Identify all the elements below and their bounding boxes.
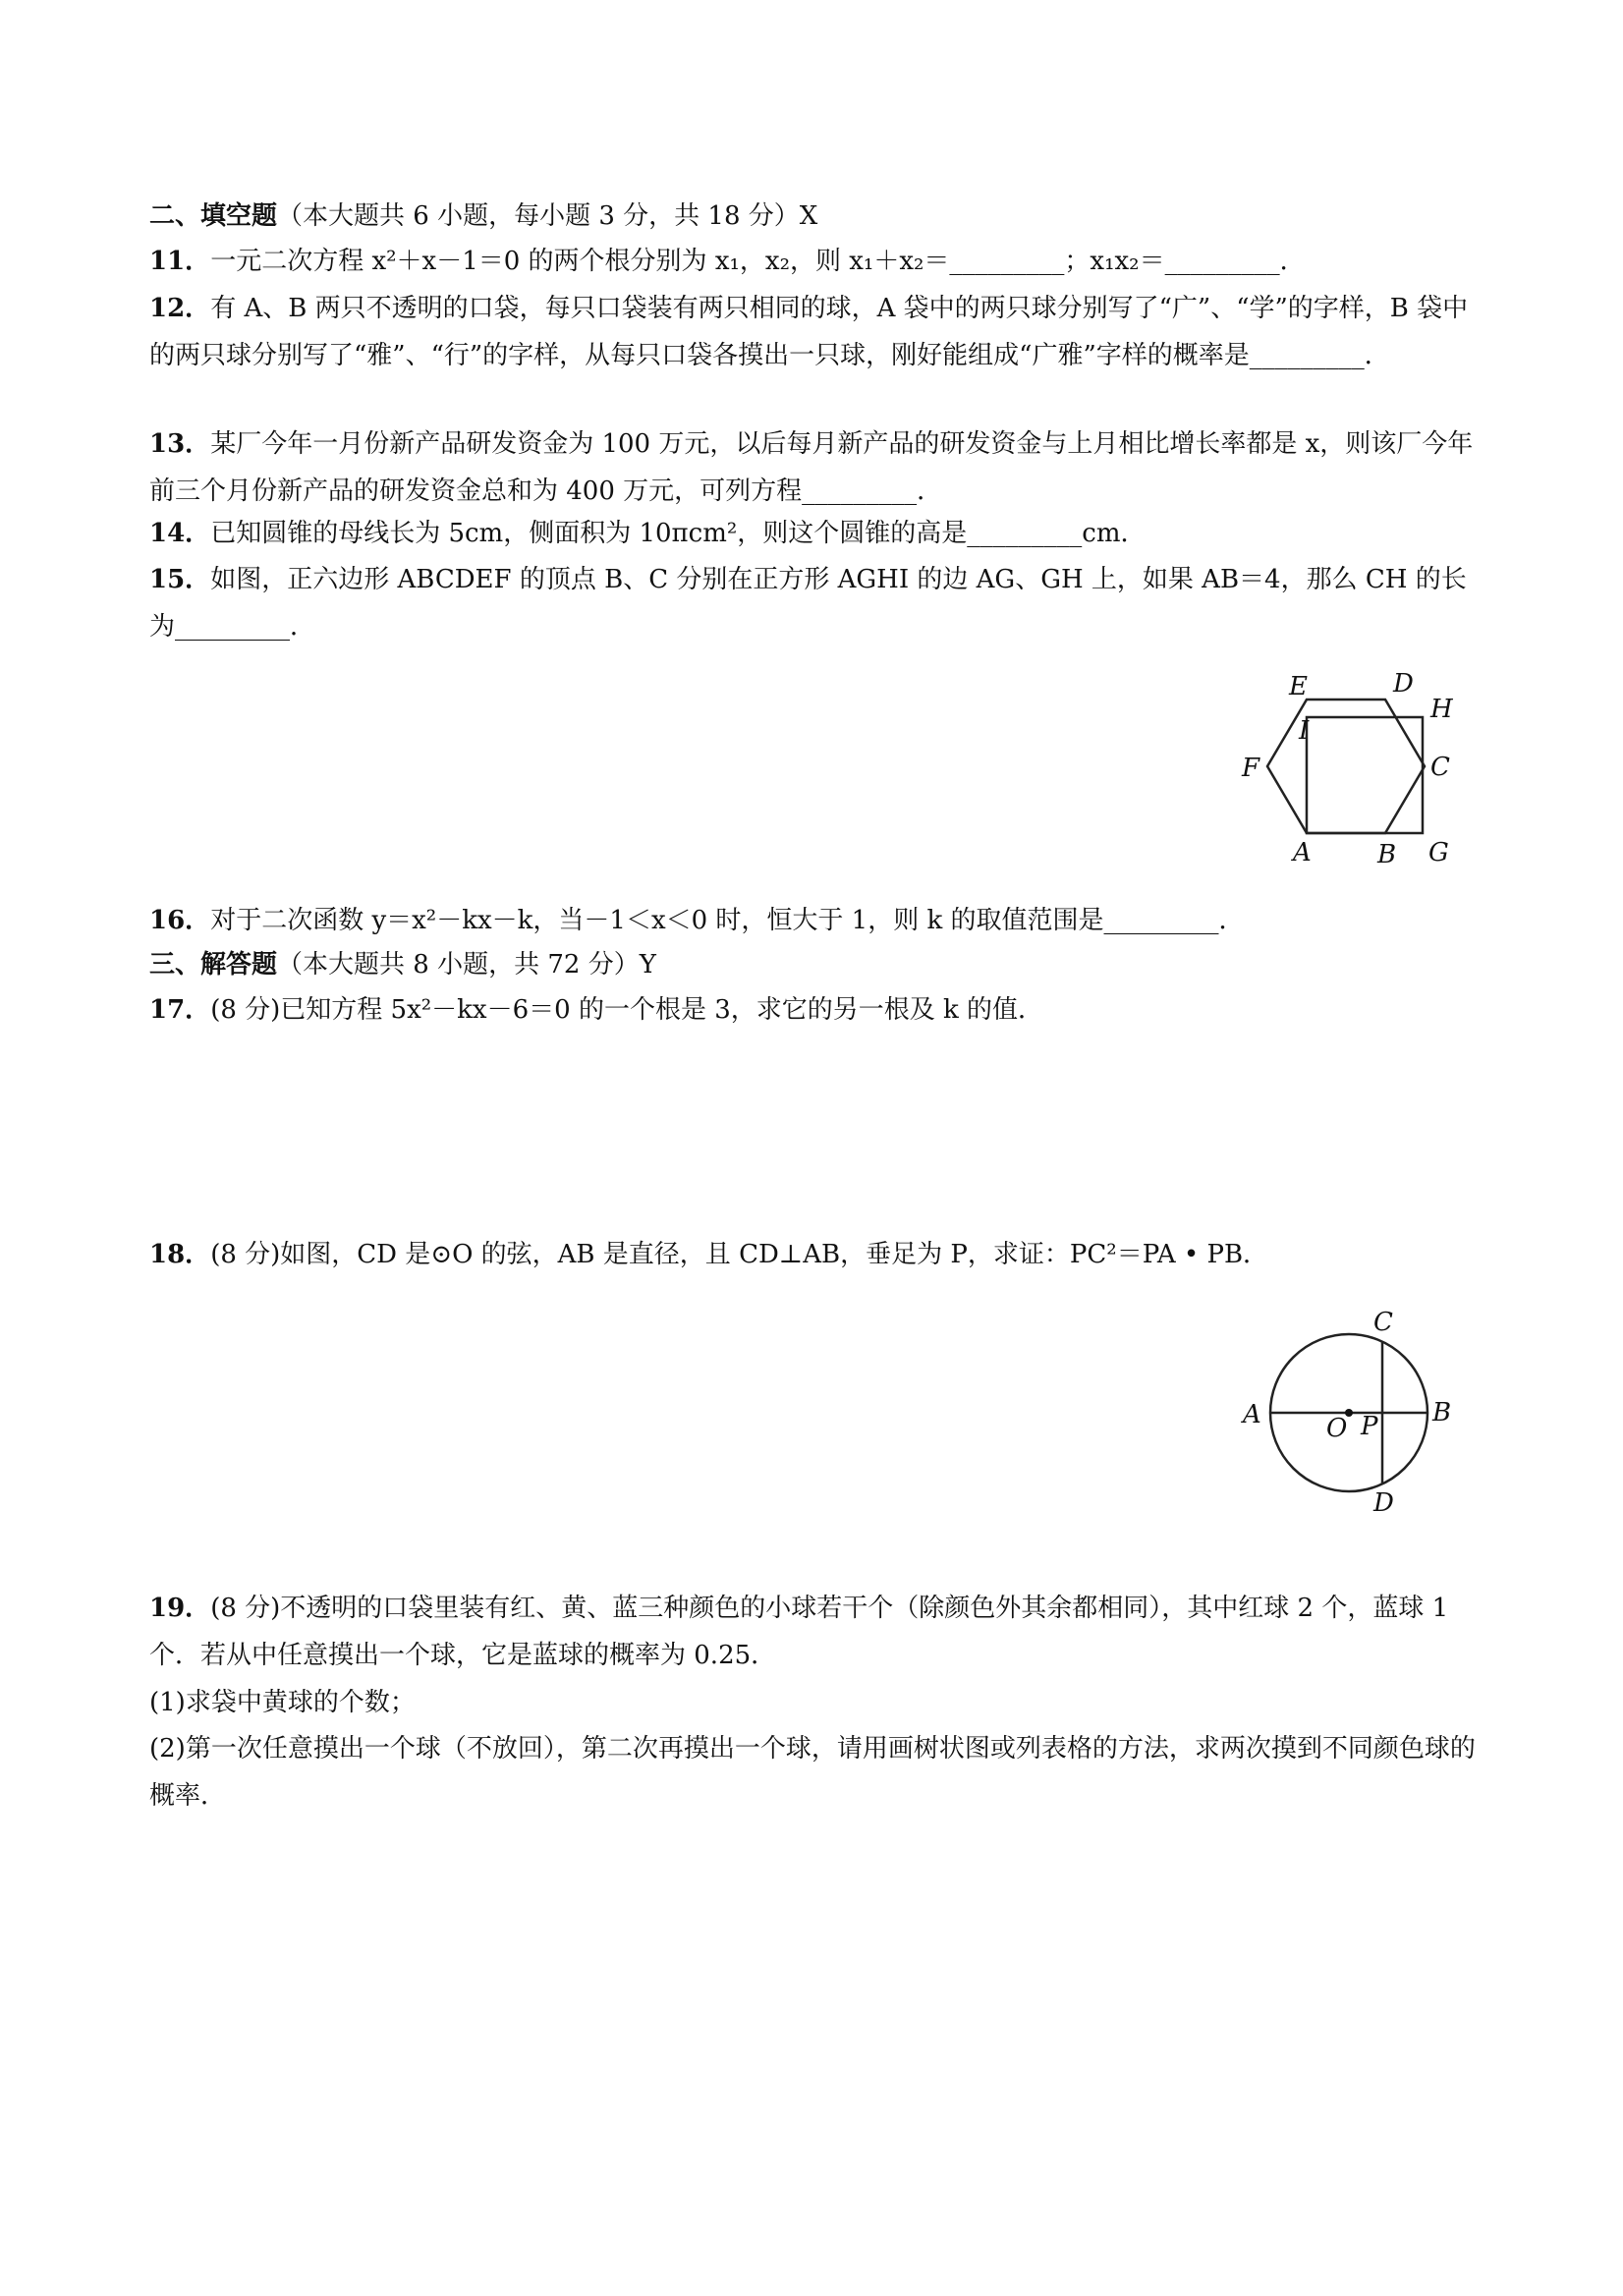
fig15-label-H: H [1430,695,1453,724]
fig15-label-E: E [1289,672,1308,701]
fig18-label-A: A [1243,1400,1261,1429]
section2-heading: 二、填空题 [149,201,278,231]
q17-text: (8 分)已知方程 5x²－kx－6＝0 的一个根是 3，求它的另一根及 k 的值． [210,995,1044,1025]
figure-circle [1233,1297,1479,1523]
figure-hexagon-square [1238,668,1474,874]
fig15-label-B: B [1377,840,1397,869]
q15-text: 如图，正六边形 ABCDEF 的顶点 B、C 分别在正方形 AGHI 的边 AG、GH 上，如果 AB＝4，那么 CH 的长为_________． [149,565,1467,642]
section2-note: （本大题共 6 小题，每小题 3 分，共 18 分）X [277,201,818,231]
q19-number: 19． [149,1594,211,1623]
q18-number: 18． [149,1240,211,1269]
fig15-label-G: G [1428,838,1449,868]
fig15-label-D: D [1393,669,1414,699]
q13-number: 13． [149,429,211,459]
q16-number: 16． [149,906,211,935]
q11-number: 11． [149,247,211,276]
q14-number: 14． [149,519,211,548]
q15-number: 15． [149,565,211,594]
section3-note: （本大题共 8 小题，共 72 分）Y [277,950,656,980]
question-16 [149,905,1245,936]
q16-text: 对于二次函数 y＝x²－kx－k，当－1＜x＜0 时，恒大于 1，则 k 的取值范围是_________． [210,906,1245,935]
question-14 [149,518,1147,549]
question-17 [149,994,1043,1026]
question-13 [149,420,1485,515]
q13-text: 某厂今年一月份新产品研发资金为 100 万元，以后每月新产品的研发资金与上月相比增长率都是 x，则该厂今年前三个月份新产品的研发资金总和为 400 万元，可列方程_________． [149,429,1474,506]
question-12 [149,285,1485,379]
question-18 [149,1239,1268,1270]
section2-header [149,200,817,232]
fig18-label-C: C [1373,1308,1393,1337]
fig18-label-P: P [1361,1412,1378,1441]
fig15-label-C: C [1430,753,1450,782]
section3-heading: 三、解答题 [149,950,278,980]
fig18-label-B: B [1432,1398,1452,1428]
fig18-label-O: O [1326,1414,1348,1443]
q11-text: 一元二次方程 x²＋x－1＝0 的两个根分别为 x₁，x₂，则 x₁＋x₂＝_________；x₁x₂＝_________． [210,247,1306,276]
fig15-label-I: I [1299,716,1310,746]
q12-text: 有 A、B 两只不透明的口袋，每只口袋装有两只相同的球，A 袋中的两只球分别写了“广”、“学”的字样，B 袋中的两只球分别写了“雅”、“行”的字样，从每只口袋各摸出一只球，刚好能组成“广雅”字样的概率是_________． [149,294,1469,370]
fig15-label-F: F [1242,754,1260,783]
question-11 [149,246,1306,277]
q19-part2: (2)第一次任意摸出一个球（不放回），第二次再摸出一个球，请用画树状图或列表格的方法，求两次摸到不同颜色球的概率． [149,1734,1476,1811]
question-15 [149,556,1485,650]
q14-text: 已知圆锥的母线长为 5cm，侧面积为 10πcm²，则这个圆锥的高是_________cm． [210,519,1147,548]
fig15-label-A: A [1293,838,1312,868]
fig18-label-D: D [1373,1488,1394,1518]
q19-text: (8 分)不透明的口袋里装有红、黄、蓝三种颜色的小球若干个（除颜色外其余都相同），其中红球 2 个，蓝球 1 个．若从中任意摸出一个球，它是蓝球的概率为 0.25． [149,1594,1449,1670]
q17-number: 17． [149,995,211,1025]
question-19 [149,1585,1485,1679]
q19-part1: (1)求袋中黄球的个数； [149,1688,416,1717]
section3-header [149,949,656,980]
q12-number: 12． [149,294,211,323]
q18-text: (8 分)如图，CD 是⊙O 的弦，AB 是直径，且 CD⊥AB，垂足为 P，求证：PC²＝PA • PB． [210,1240,1269,1269]
